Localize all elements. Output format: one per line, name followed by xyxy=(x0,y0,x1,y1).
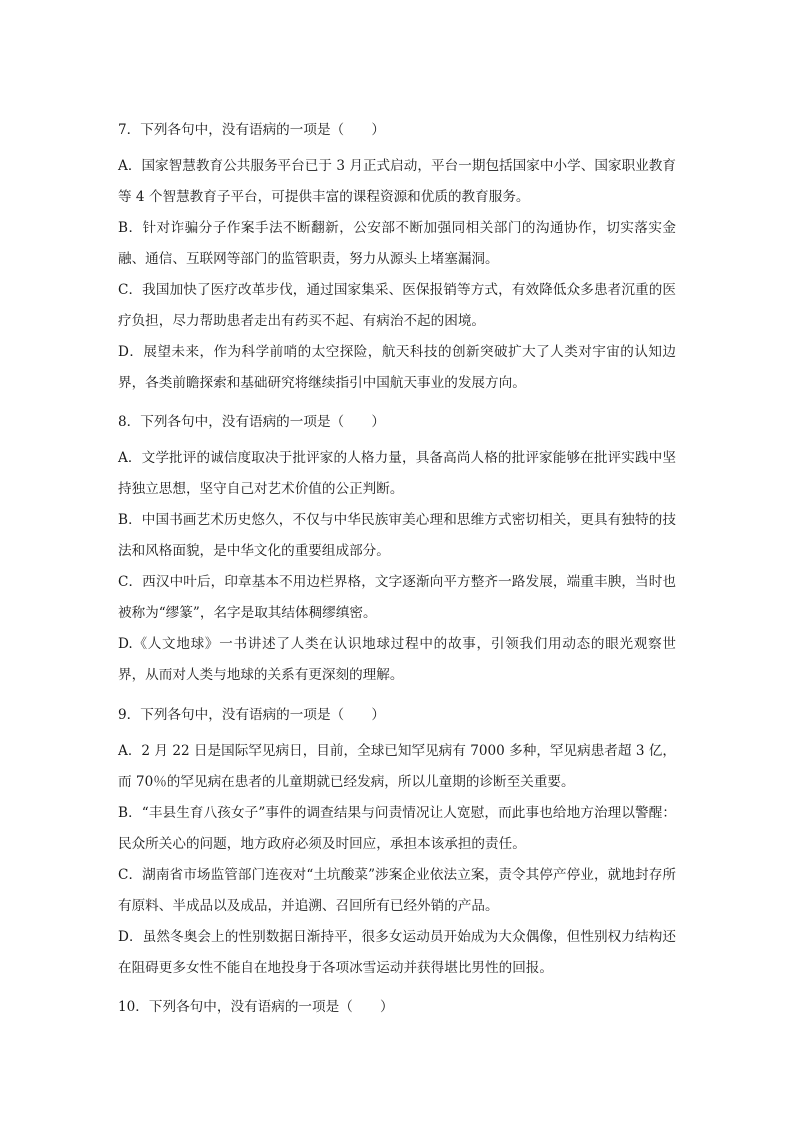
question-title: 8．下列各句中，没有语病的一项是（ ） xyxy=(118,414,385,431)
question-7 xyxy=(118,120,676,399)
option-d: D．展望未来，作为科学前哨的太空探险，航天科技的创新突破扩大了人类对宇宙的认知边界，各类前瞻探索和基础研究将继续指引中国航天事业的发展方向。 xyxy=(118,343,676,391)
question-10 xyxy=(118,997,676,1017)
question-9 xyxy=(118,705,676,984)
question-8 xyxy=(118,412,676,691)
option-d: D．虽然冬奥会上的性别数据日渐持平，很多女运动员开始成为大众偶像，但性别权力结构还在阻碍更多女性不能自在地投身于各项冰雪运动并获得堪比男性的回报。 xyxy=(118,928,676,976)
option-a: A．国家智慧教育公共服务平台已于 3 月正式启动，平台一期包括国家中小学、国家职业教育等 4 个智慧教育子平台，可提供丰富的课程资源和优质的教育服务。 xyxy=(118,157,676,205)
option-b: B．针对诈骗分子作案手法不断翻新，公安部不断加强同相关部门的沟通协作，切实落实金融、通信、互联网等部门的监管职责，努力从源头上堵塞漏洞。 xyxy=(118,219,676,267)
question-title: 7．下列各句中，没有语病的一项是（ ） xyxy=(118,121,385,138)
question-title: 9．下列各句中，没有语病的一项是（ ） xyxy=(118,706,385,723)
option-c: C．湖南省市场监管部门连夜对“土坑酸菜”涉案企业依法立案，责令其停产停业，就地封存所有原料、半成品以及成品，并追溯、召回所有已经外销的产品。 xyxy=(118,866,676,914)
option-a: A．文学批评的诚信度取决于批评家的人格力量，具备高尚人格的批评家能够在批评实践中坚持独立思想，坚守自己对艺术价值的公正判断。 xyxy=(118,450,676,498)
option-b: B．“丰县生育八孩女子”事件的调查结果与问责情况让人宽慰，而此事也给地方治理以警醒：民众所关心的问题，地方政府必须及时回应，承担本该承担的责任。 xyxy=(118,804,676,852)
question-list xyxy=(118,106,676,1028)
option-c: C．西汉中叶后，印章基本不用边栏界格，文字逐渐向平方整齐一路发展，端重丰腴，当时也被称为“缪篆”，名字是取其结体稠缪缜密。 xyxy=(118,574,676,622)
option-a: A．2 月 22 日是国际罕见病日，目前，全球已知罕见病有 7000 多种，罕见病患者超 3 亿，而 70％的罕见病在患者的儿童期就已经发病，所以儿童期的诊断至关重要。 xyxy=(118,742,676,790)
question-title: 10．下列各句中，没有语病的一项是（ ） xyxy=(118,999,394,1016)
option-b: B．中国书画艺术历史悠久，不仅与中华民族审美心理和思维方式密切相关，更具有独特的技法和风格面貌，是中华文化的重要组成部分。 xyxy=(118,512,676,560)
option-c: C．我国加快了医疗改革步伐，通过国家集采、医保报销等方式，有效降低众多患者沉重的医疗负担，尽力帮助患者走出有药买不起、有病治不起的困境。 xyxy=(118,281,676,329)
option-d: D.《人文地球》一书讲述了人类在认识地球过程中的故事，引领我们用动态的眼光观察世界，从而对人类与地球的关系有更深刻的理解。 xyxy=(118,636,676,684)
